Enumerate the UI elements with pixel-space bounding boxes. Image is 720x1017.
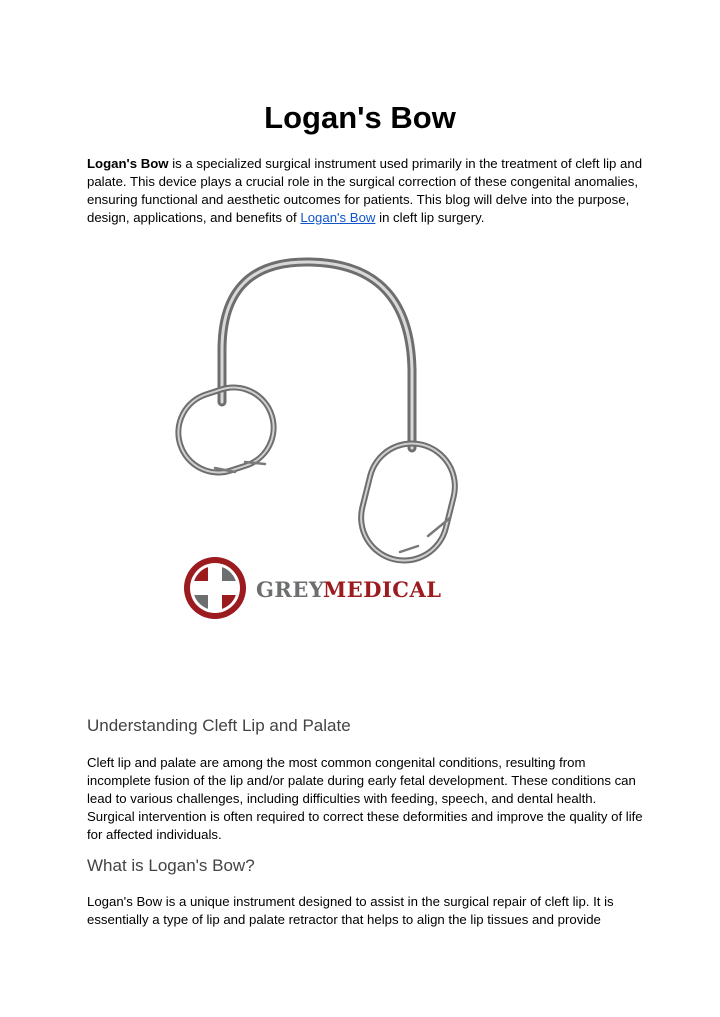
logans-bow-instrument xyxy=(168,262,464,570)
section-body-what-is: Logan's Bow is a unique instrument designed to assist in the surgical repair of cleft lip. It is essentially a type of lip and palate retractor that helps to align the lip tissues and provide xyxy=(87,894,614,927)
intro-paragraph xyxy=(87,155,647,227)
logo-word-grey: GREY xyxy=(256,577,325,602)
logo-word-medical: MEDICAL xyxy=(323,577,442,602)
logans-bow-link[interactable]: Logan's Bow xyxy=(300,210,376,225)
intro-text-end: in cleft lip surgery. xyxy=(375,210,485,225)
product-image xyxy=(160,250,480,630)
grey-medical-logo xyxy=(184,557,442,619)
section-body-cleft: Cleft lip and palate are among the most common congenital conditions, resulting from incomplete fusion of the lip and/or palate during early fetal development. These conditions can lead to various challenges, including difficulties with feeding, speech, and dental health. Surgical intervention is often required to correct these deformities and improve the quality of life for affected individuals. xyxy=(87,755,643,842)
section-heading-cleft: Understanding Cleft Lip and Palate xyxy=(87,716,351,735)
intro-bold-lead: Logan's Bow xyxy=(87,156,169,171)
medical-cross-icon xyxy=(184,557,246,619)
page-title: Logan's Bow xyxy=(264,100,456,135)
section-heading-what-is: What is Logan's Bow? xyxy=(87,856,255,875)
intro-text: is a specialized surgical instrument used primarily in the treatment of cleft lip and palate. This device plays a crucial role in the surgical correction of these congenital anomalies, ensuring functional and aesthetic outcomes for patients. This blog will delve into the purpose, design, applications, and benefits of xyxy=(87,156,643,225)
